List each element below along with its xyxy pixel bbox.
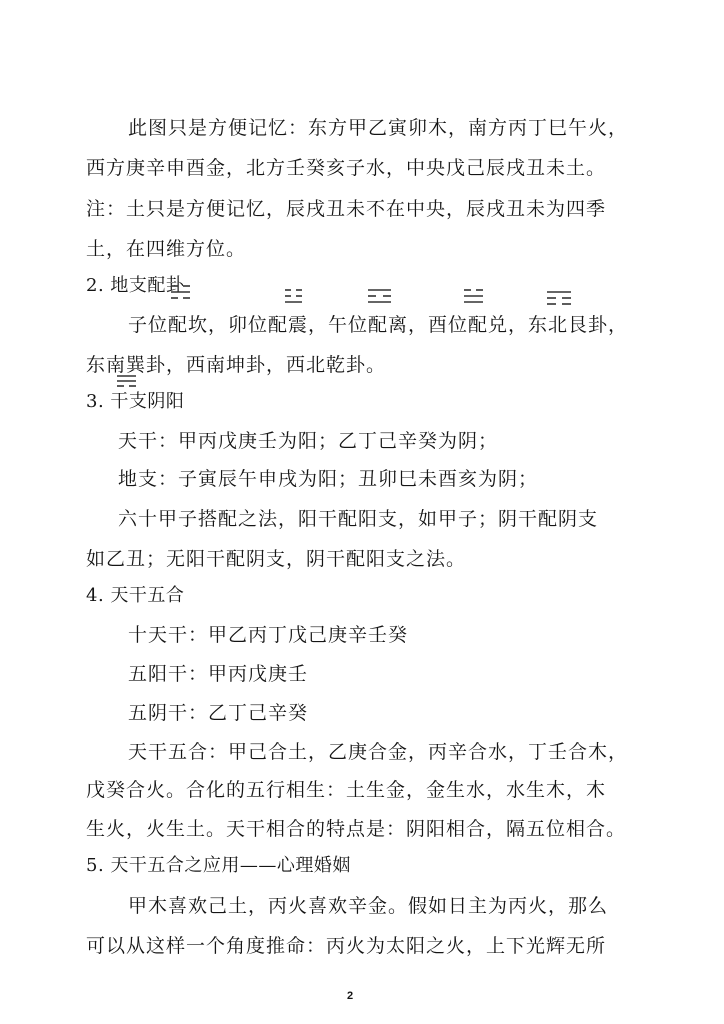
- section-2-line-2: 东南巽卦，西南坤卦，西北乾卦。: [86, 354, 387, 376]
- gen-trigram-icon: [545, 290, 573, 310]
- section-4-line-1: 十天干：甲乙丙丁戊己庚辛壬癸: [128, 624, 409, 646]
- li-trigram-icon: [367, 288, 393, 308]
- intro-line-1: 此图只是方便记忆：东方甲乙寅卯木，南方丙丁巳午火，: [128, 117, 629, 139]
- section-5-heading: 5. 天干五合之应用——心理婚姻: [86, 855, 351, 876]
- note-line-2: 土，在四维方位。: [86, 238, 247, 260]
- section-3-line-4: 如乙丑；无阳干配阴支，阴干配阳支之法。: [86, 548, 467, 570]
- section-2-line-1: 子位配坎，卯位配震，午位配离，酉位配兑，东北艮卦，: [128, 314, 629, 336]
- section-4-line-6: 生火，火生土。天干相合的特点是：阴阳相合，隔五位相合。: [86, 818, 627, 840]
- note-line-1: 注：土只是方便记忆，辰戌丑未不在中央，辰戌丑未为四季: [86, 198, 607, 220]
- section-4-line-2: 五阳干：甲丙戊庚壬: [128, 663, 309, 685]
- intro-line-2: 西方庚辛申酉金，北方壬癸亥子水，中央戊己辰戌丑未土。: [86, 157, 607, 179]
- section-4-line-5: 戊癸合火。合化的五行相生：土生金，金生水，水生木，木: [86, 779, 607, 801]
- section-5-line-2: 可以从这样一个角度推命：丙火为太阳之火，上下光辉无所: [86, 935, 607, 957]
- section-3-heading: 3. 干支阴阳: [86, 391, 185, 412]
- zhen-trigram-icon: [284, 288, 304, 308]
- section-4-heading: 4. 天干五合: [86, 585, 185, 606]
- dui-trigram-icon: [462, 288, 486, 308]
- section-4-line-3: 五阴干：乙丁己辛癸: [128, 702, 309, 724]
- section-5-line-1: 甲木喜欢己土，丙火喜欢辛金。假如日主为丙火，那么: [128, 895, 609, 917]
- section-3-line-1: 天干：甲丙戊庚壬为阳；乙丁己辛癸为阴；: [118, 430, 499, 452]
- section-2-heading: 2. 地支配卦: [86, 275, 185, 296]
- page-number: 2: [346, 990, 354, 1002]
- section-3-line-2: 地支：子寅辰午申戌为阳；丑卯巳未酉亥为阴；: [118, 468, 539, 490]
- section-4-line-4: 天干五合：甲己合土，乙庚合金，丙辛合水，丁壬合木，: [128, 741, 629, 763]
- kan-trigram-icon: [170, 284, 192, 304]
- section-3-line-3: 六十甲子搭配之法，阳干配阳支，如甲子；阴干配阴支: [118, 508, 599, 530]
